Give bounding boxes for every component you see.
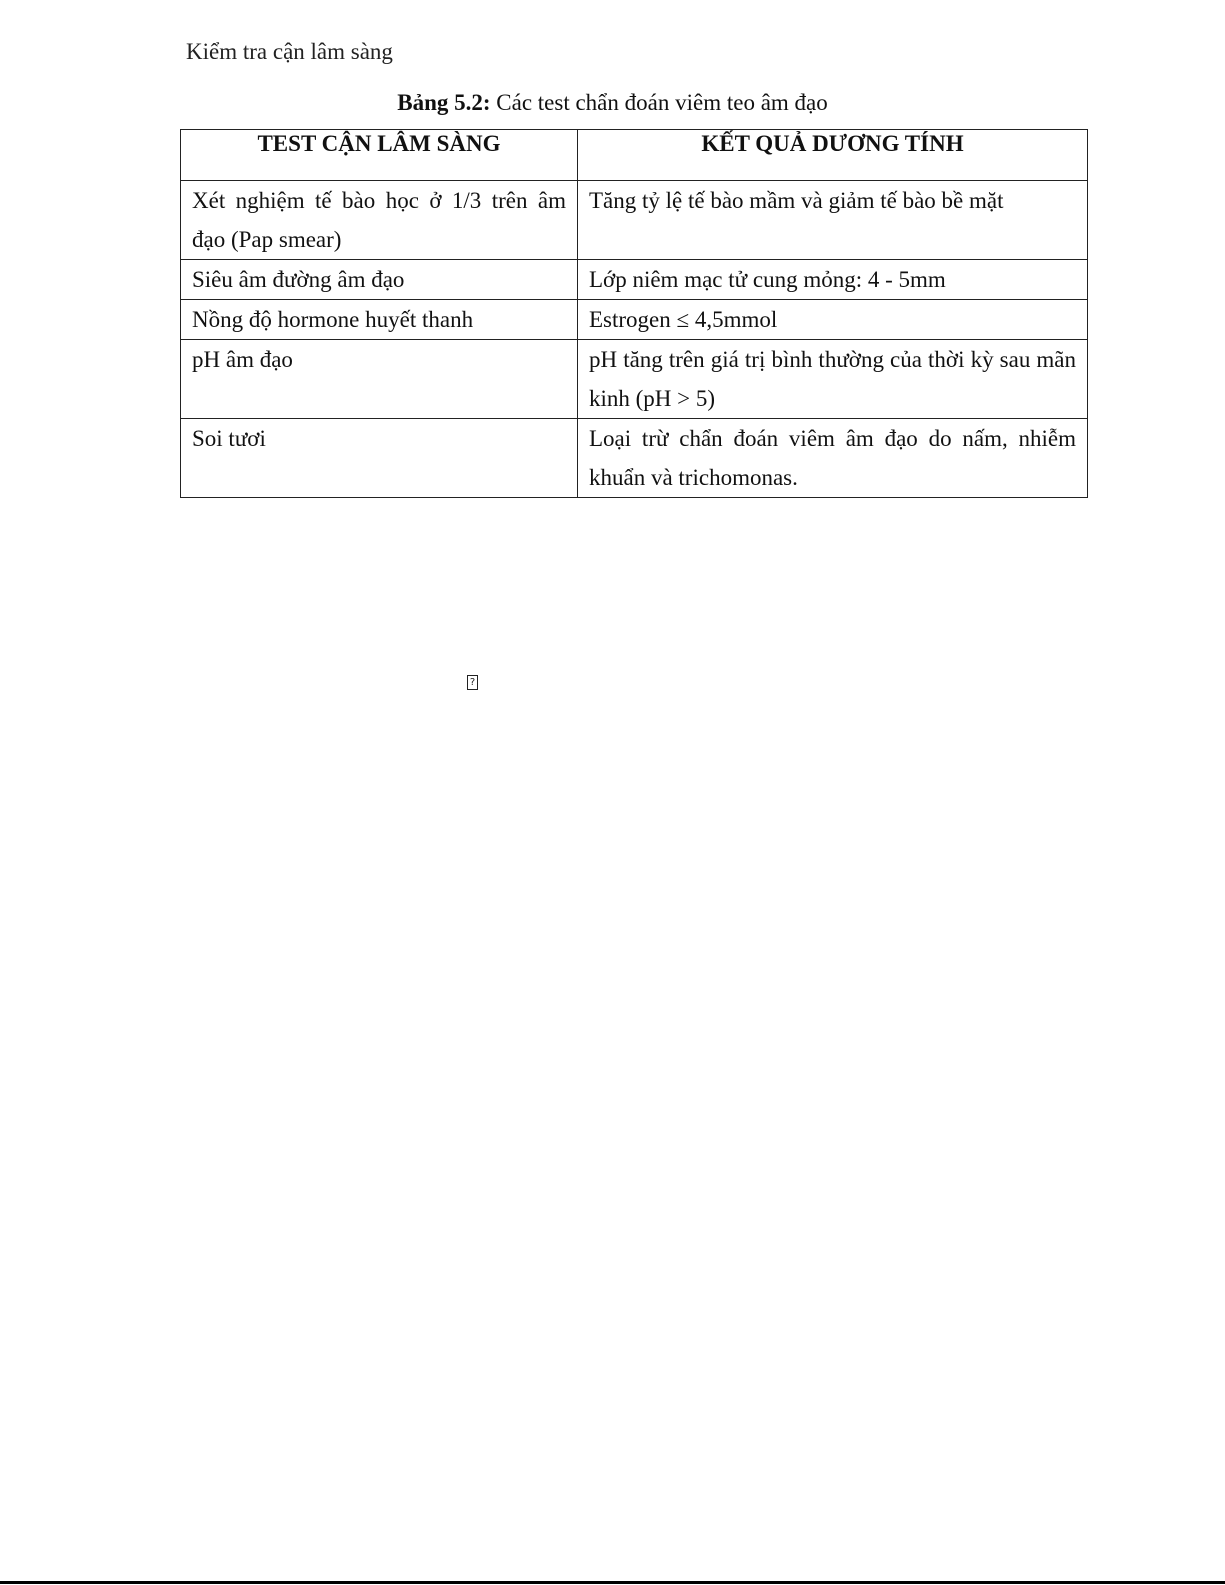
table-row [181,340,1088,419]
table-row [181,181,1088,260]
cell-test: Xét nghiệm tế bào học ở 1/3 trên âm đạo (Pap smear) [181,181,578,260]
diagnostic-tests-table [180,129,1088,498]
cell-test: Nồng độ hormone huyết thanh [181,300,578,340]
cell-result: Tăng tỷ lệ tế bào mầm và giảm tế bào bề mặt [578,181,1088,260]
table-row [181,419,1088,498]
cell-test: Soi tươi [181,419,578,498]
table-header-row [181,130,1088,181]
cell-result: Loại trừ chẩn đoán viêm âm đạo do nấm, nhiễm khuẩn và trichomonas. [578,419,1088,498]
caption-text: Các test chẩn đoán viêm teo âm đạo [490,90,828,115]
table-row [181,260,1088,300]
cutoff-heading: Kiểm tra cận lâm sàng [186,39,393,64]
table-row [181,300,1088,340]
cell-test: Siêu âm đường âm đạo [181,260,578,300]
page-bottom-rule [0,1581,1225,1584]
table-caption [0,86,1225,120]
missing-glyph-icon: ? [467,675,478,690]
cell-result: Lớp niêm mạc tử cung mỏng: 4 - 5mm [578,260,1088,300]
cell-result: Estrogen ≤ 4,5mmol [578,300,1088,340]
cell-result: pH tăng trên giá trị bình thường của thời kỳ sau mãn kinh (pH > 5) [578,340,1088,419]
column-header-result: KẾT QUẢ DƯƠNG TÍNH [578,130,1088,181]
column-header-test: TEST CẬN LÂM SÀNG [181,130,578,181]
caption-label: Bảng 5.2: [397,90,491,115]
cell-test: pH âm đạo [181,340,578,419]
